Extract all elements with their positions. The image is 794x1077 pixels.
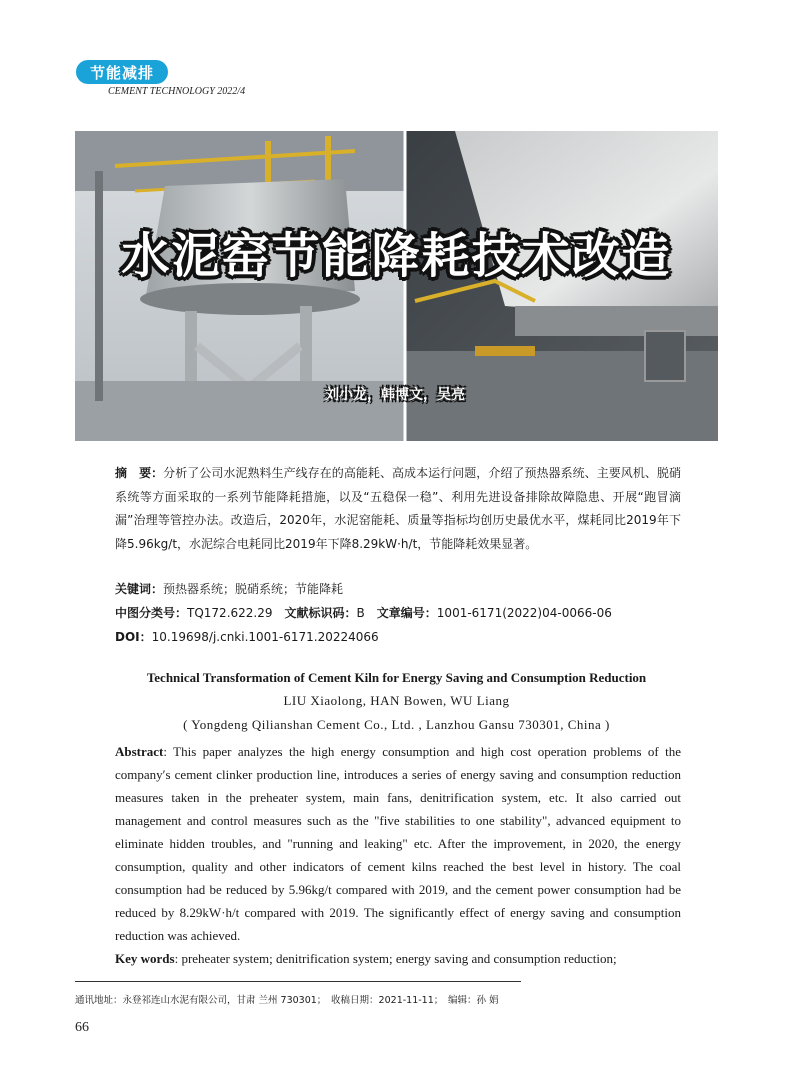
zh-keywords bbox=[115, 578, 681, 602]
article-no-value: 1001-6171(2022)04-0066-06 bbox=[436, 606, 612, 620]
banner-title: 水泥窑节能降耗技术改造 bbox=[121, 228, 672, 284]
doi-value: 10.19698/j.cnki.1001-6171.20224066 bbox=[151, 630, 379, 644]
en-keywords-text: : preheater system; denitrification system; energy saving and consumption reduction; bbox=[174, 951, 617, 966]
zh-abstract-text: 分析了公司水泥熟料生产线存在的高能耗、高成本运行问题，介绍了预热器系统、主要风机、脱硝系统等方面采取的一系列节能降耗措施，以及“五稳保一稳”、利用先进设备排除故障隐患、开展“跑冒滴漏”治理等管控办法。改造后，2020年，水泥窑能耗、质量等指标均创历史最优水平，煤耗同比2019年下降5.96kg/t，水泥综合电耗同比2019年下降8.29kW·h/t，节能降耗效果显著。 bbox=[115, 466, 681, 551]
footnote-divider bbox=[75, 981, 521, 982]
zh-abstract-label: 摘 要： bbox=[115, 466, 164, 480]
classification-value: TQ172.622.29 bbox=[187, 606, 273, 620]
doi-label: DOI： bbox=[115, 630, 152, 644]
doc-code-label: 文献标识码： bbox=[284, 606, 357, 620]
zh-classification-line bbox=[115, 602, 681, 626]
doc-code-value: B bbox=[356, 606, 365, 620]
page-number: 66 bbox=[75, 1020, 89, 1035]
en-abstract bbox=[115, 740, 681, 947]
zh-keywords-label: 关键词： bbox=[115, 582, 164, 596]
classification-label: 中图分类号： bbox=[115, 606, 188, 620]
en-authors: LIU Xiaolong, HAN Bowen, WU Liang bbox=[283, 693, 510, 708]
section-badge: 节能减排 bbox=[76, 60, 168, 84]
en-keywords bbox=[115, 951, 681, 967]
en-title: Technical Transformation of Cement Kiln for Energy Saving and Consumption Reduction bbox=[146, 670, 647, 685]
en-abstract-text: : This paper analyzes the high energy consumption and high cost operation problems of the company′s cement clinker production line, introduces a series of energy saving and consumption reduction measures taken in the preheater system, main fans, denitrification system, etc. It also carried out management and control measures such as the "five stabilities to one stability", advanced equipment to eliminate hidden troubles, and "running and leaking" etc. After the improvement, in 2020, the energy consumption, quality and other indicators of cement kilns reached the best level in history. The coal consumption had be reduced by 5.96kg/t compared with 2019, and the cement power consumption had be reduced by 8.29kW·h/t compared with 2019. The significantly effect of energy saving and consumption reduction was achieved. bbox=[115, 744, 681, 943]
zh-keywords-text: 预热器系统；脱硝系统；节能降耗 bbox=[163, 582, 344, 596]
banner-photo bbox=[75, 131, 718, 441]
banner-authors: 刘小龙，韩博文，吴亮 bbox=[325, 387, 465, 403]
zh-doi-line bbox=[115, 626, 681, 650]
en-keywords-label: Key words bbox=[115, 951, 175, 966]
article-no-label: 文章编号： bbox=[376, 606, 437, 620]
en-affiliation: ( Yongdeng Qilianshan Cement Co., Ltd. , Lanzhou Gansu 730301, China ) bbox=[183, 717, 610, 732]
journal-header: CEMENT TECHNOLOGY 2022/4 bbox=[108, 86, 246, 97]
zh-abstract bbox=[115, 462, 681, 556]
footnote: 通讯地址：永登祁连山水泥有限公司，甘肃 兰州 730301； 收稿日期：2021-11-11； 编辑：孙 娟 bbox=[75, 995, 499, 1006]
en-abstract-label: Abstract bbox=[115, 744, 164, 759]
